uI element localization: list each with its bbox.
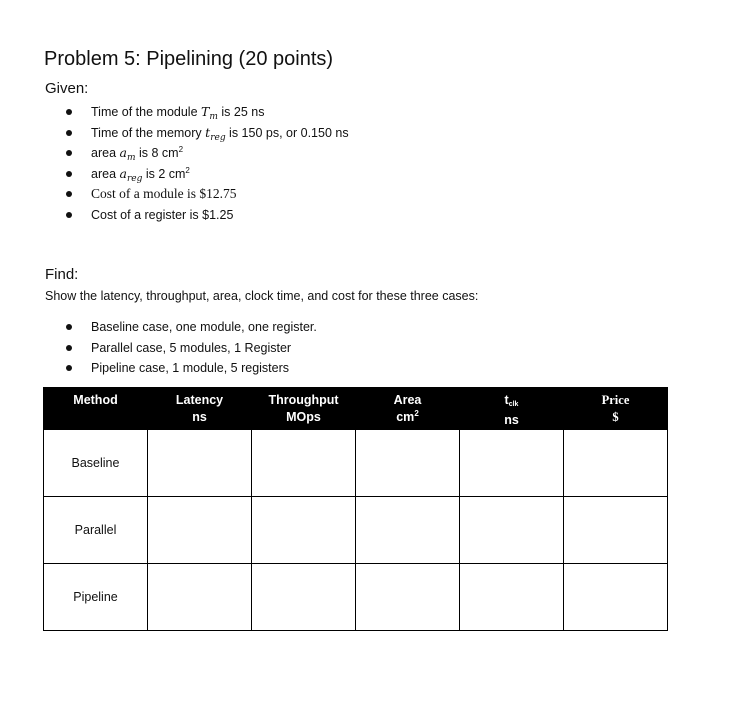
header-throughput: Throughput MOps — [252, 388, 356, 430]
given-list — [66, 102, 349, 225]
tclk-input-cell[interactable] — [460, 430, 564, 497]
bullet-icon — [66, 212, 72, 218]
table-row — [44, 430, 668, 497]
bullet-icon — [66, 130, 72, 136]
bullet-icon — [66, 171, 72, 177]
table-row — [44, 497, 668, 564]
area-input-cell[interactable] — [356, 564, 460, 631]
find-item: Baseline case, one module, one register. — [66, 317, 317, 338]
given-item: Cost of a register is $1.25 — [66, 205, 349, 226]
bullet-icon — [66, 365, 72, 371]
header-price: Price $ — [564, 388, 668, 430]
tclk-input-cell[interactable] — [460, 564, 564, 631]
given-item: area $a_{reg}$ is 2 $cm^2$ — [66, 164, 349, 185]
find-item: Parallel case, 5 modules, 1 Register — [66, 338, 317, 359]
header-method: Method — [44, 388, 148, 430]
bullet-icon — [66, 345, 72, 351]
given-item: Cost of a module is $12.75 — [66, 184, 349, 205]
price-input-cell[interactable] — [564, 564, 668, 631]
given-heading: Given: — [45, 80, 89, 97]
throughput-input-cell[interactable] — [252, 564, 356, 631]
bullet-icon — [66, 150, 72, 156]
bullet-icon — [66, 324, 72, 330]
area-input-cell[interactable] — [356, 497, 460, 564]
find-list — [66, 317, 317, 379]
find-item: Pipeline case, 1 module, 5 registers — [66, 358, 317, 379]
bullet-icon — [66, 109, 72, 115]
find-instructions: Show the latency, throughput, area, clock time, and cost for these three cases: — [45, 289, 479, 303]
method-cell: Baseline — [44, 430, 148, 497]
given-item: area $a_m$ is 8 $cm^2$ — [66, 143, 349, 164]
throughput-input-cell[interactable] — [252, 497, 356, 564]
given-item: Time of the module $T_m$ is 25 ns — [66, 102, 349, 123]
price-input-cell[interactable] — [564, 497, 668, 564]
given-item: Time of the memory $t_{reg}$ is 150 ps, or 0.150 ns — [66, 123, 349, 144]
results-table — [43, 387, 668, 631]
problem-title: Problem 5: Pipelining (20 points) — [44, 48, 334, 70]
price-input-cell[interactable] — [564, 430, 668, 497]
area-input-cell[interactable] — [356, 430, 460, 497]
bullet-icon — [66, 191, 72, 197]
header-latency: Latency ns — [148, 388, 252, 430]
header-tclk: tclk ns — [460, 388, 564, 430]
latency-input-cell[interactable] — [148, 430, 252, 497]
find-heading: Find: — [45, 266, 79, 283]
latency-input-cell[interactable] — [148, 497, 252, 564]
header-area: Area $cm^2$ — [356, 388, 460, 430]
table-header-row — [44, 388, 668, 430]
tclk-input-cell[interactable] — [460, 497, 564, 564]
table-row — [44, 564, 668, 631]
method-cell: Parallel — [44, 497, 148, 564]
latency-input-cell[interactable] — [148, 564, 252, 631]
throughput-input-cell[interactable] — [252, 430, 356, 497]
method-cell: Pipeline — [44, 564, 148, 631]
